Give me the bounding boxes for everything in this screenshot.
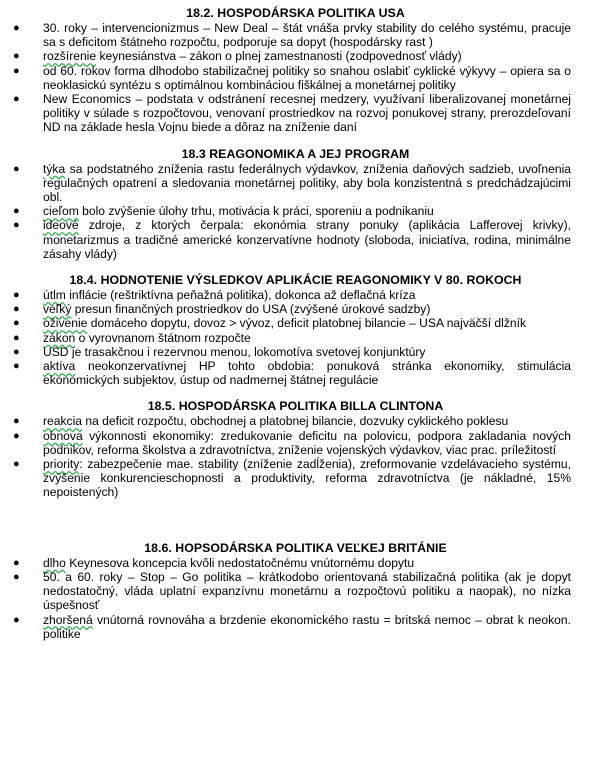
item-keyword: útlm bbox=[43, 288, 66, 303]
section-title: 18.5. HOSPODÁRSKA POLITIKA BILLA CLINTONA bbox=[147, 399, 444, 414]
list-item bbox=[0, 359, 591, 387]
document-page bbox=[0, 6, 591, 641]
bullet-icon: ● bbox=[13, 205, 20, 218]
list-item bbox=[0, 64, 591, 92]
list-item bbox=[0, 331, 591, 345]
list-item bbox=[0, 162, 591, 205]
item-text: o vyrovnanom štátnom rozpočte bbox=[75, 330, 251, 345]
list-item bbox=[0, 457, 591, 500]
bullet-icon: ● bbox=[13, 429, 20, 442]
item-keyword: obnova bbox=[43, 428, 83, 443]
item-keyword: oživenie bbox=[43, 316, 88, 331]
list-item bbox=[0, 204, 591, 218]
item-text: New Economics – podstata v odstránení recesnej medzery, využívaní liberalizovanej monetárnej politiky v súlade s rozpočtovou, venovaní prostriedkov na rozvoj ponukovej strany, prerozdeľovaní ND na základe hesla Vojnu biede a dôraz na zníženie daní bbox=[43, 92, 571, 135]
bullet-icon: ● bbox=[13, 345, 20, 358]
item-text: neokonzervatívnej HP tohto obdobia: ponuková stránka ekonomiky, stimulácia ekonomických subjektov, ústup od nadmernej štátnej regulácie bbox=[43, 359, 571, 388]
item-keyword: veľký bbox=[43, 302, 72, 317]
item-text: : zabezpečenie mae. stability (zníženie zadĺženia), zreformovanie vzdelávacieho systému, zvýšenie konkurencieschopnosti a produktivity, reforma zdravotníctva (je nákladné, 15% nepoistených) bbox=[43, 457, 571, 500]
item-keyword: dlho bbox=[43, 555, 66, 570]
item-text: 50. a 60. roky – Stop – Go politika – krátkodobo orientovaná stabilizačná politika (ak je dopyt nedostatočný, vláda uplatní expanzívnu monetárnu a rozpočtovú politiku a naopak), no nízka úspešnosť bbox=[43, 569, 571, 613]
section-4 bbox=[0, 399, 591, 499]
section-5 bbox=[0, 541, 591, 641]
section-2 bbox=[0, 147, 591, 261]
item-keyword: zhoršená bbox=[43, 612, 93, 627]
bullet-icon: ● bbox=[13, 415, 20, 428]
section-title: 18.6. HOPSODÁRSKA POLITIKA VEĽKEJ BRITÁNIE bbox=[144, 540, 447, 555]
item-keyword: reakcia bbox=[43, 414, 82, 429]
item-text: zdroje, z ktorých čerpala: ekonómia strany ponuky (aplikácia Lafferovej krivky), monetarizmus a tradičné americké konzervatívne hodnoty (sloboda, iniciatíva, rodina, minimálne zásahy vlády) bbox=[43, 218, 571, 261]
list-item bbox=[0, 345, 591, 359]
item-text: Keynesova koncepcia kvôli nedostatočnému vnútornému dopytu bbox=[65, 555, 415, 570]
item-keyword: rozšírenie bbox=[43, 49, 97, 64]
item-keyword: zákon bbox=[43, 330, 76, 345]
list-item bbox=[0, 429, 591, 457]
bullet-icon: ● bbox=[13, 458, 20, 471]
item-keyword: týka bbox=[43, 161, 66, 176]
item-text: výkonnosti ekonomiky: zredukovanie deficitu na polovicu, podpora zakladania nových podnikov, reforma školstva a zdravotníctva, zníženie vojenských výdavkov, viac prac. príležitostí bbox=[43, 428, 571, 457]
item-text: inflácie (reštriktívna peňažná politika), dokonca až deflačná kríza bbox=[65, 288, 416, 303]
list-item bbox=[0, 21, 591, 49]
item-keyword: ideové bbox=[43, 218, 79, 233]
bullet-list bbox=[0, 288, 591, 387]
section-title: 18.3 REAGONOMIKA A JEJ PROGRAM bbox=[181, 146, 410, 161]
item-keyword: priority bbox=[43, 457, 80, 472]
item-text: od 60. rokov forma dlhodobo stabilizačnej politiky so snahou oslabiť cyklické výkyvy – opiera sa o neoklasickú syntézu s optimálnou kombináciou fiškálnej a monetárnej politiky bbox=[43, 63, 571, 92]
bullet-icon: ● bbox=[13, 50, 20, 63]
section-1 bbox=[0, 6, 591, 135]
bullet-list bbox=[0, 162, 591, 261]
list-item bbox=[0, 570, 591, 613]
bullet-icon: ● bbox=[13, 64, 20, 77]
bullet-icon: ● bbox=[13, 219, 20, 232]
item-text: keynesiánstva – zákon o plnej zamestnanosti (zodpovednosť vlády) bbox=[96, 49, 462, 64]
bullet-icon: ● bbox=[13, 556, 20, 569]
section-title: 18.2. HOSPODÁRSKA POLITIKA USA bbox=[186, 6, 405, 20]
section-3 bbox=[0, 273, 591, 387]
bullet-icon: ● bbox=[13, 331, 20, 344]
bullet-icon: ● bbox=[13, 289, 20, 302]
section-title: 18.4. HODNOTENIE VÝSLEDKOV APLIKÁCIE REAGONOMIKY V 80. ROKOCH bbox=[69, 273, 522, 288]
item-keyword: cieľom bbox=[43, 204, 79, 219]
list-item bbox=[0, 49, 591, 63]
bullet-icon: ● bbox=[13, 360, 20, 373]
bullet-icon: ● bbox=[13, 570, 20, 583]
bullet-list bbox=[0, 414, 591, 499]
list-item bbox=[0, 613, 591, 641]
bullet-list bbox=[0, 556, 591, 641]
item-keyword: aktíva bbox=[43, 359, 76, 374]
item-text: 30. roky – intervencionizmus – New Deal – štát vnáša prvky stability do celého systému, pracuje sa s deficitom štátneho rozpočtu, podporuje sa dopyt (hospodársky rast ) bbox=[43, 21, 571, 50]
list-item bbox=[0, 302, 591, 316]
list-item bbox=[0, 288, 591, 302]
list-item bbox=[0, 92, 591, 135]
bullet-list bbox=[0, 21, 591, 135]
item-text: domáceho dopytu, dovoz > vývoz, deficit platobnej bilancie – USA najväčší dlžník bbox=[87, 316, 527, 331]
list-item bbox=[0, 316, 591, 330]
list-item bbox=[0, 556, 591, 570]
list-item bbox=[0, 414, 591, 428]
item-text: sa podstatného zníženia rastu federálnych výdavkov, zníženia daňových sadzieb, uvoľnenia regulačných opatrení a sledovania monetárnej politiky, aby bola konzistentná s predchádzajúcimi obl. bbox=[43, 161, 571, 205]
bullet-icon: ● bbox=[13, 613, 20, 626]
item-text: na deficit rozpočtu, obchodnej a platobnej bilancie, dozvuky cyklického poklesu bbox=[82, 414, 509, 429]
bullet-icon: ● bbox=[13, 303, 20, 316]
bullet-icon: ● bbox=[13, 317, 20, 330]
item-text: bolo zvýšenie úlohy trhu, motivácia k práci, sporeniu a podnikaniu bbox=[78, 204, 434, 219]
bullet-icon: ● bbox=[13, 22, 20, 34]
bullet-icon: ● bbox=[13, 162, 20, 175]
item-text: vnútorná rovnováha a brzdenie ekonomického rastu = britská nemoc – obrat k neokon. politike bbox=[43, 612, 571, 641]
bullet-icon: ● bbox=[13, 93, 20, 106]
item-text: presun finančných prostriedkov do USA (zvýšené úrokové sadzby) bbox=[71, 302, 431, 317]
item-text: USD je trasakčnou i rezervnou menou, lokomotíva svetovej konjunktúry bbox=[43, 344, 426, 359]
list-item bbox=[0, 218, 591, 261]
